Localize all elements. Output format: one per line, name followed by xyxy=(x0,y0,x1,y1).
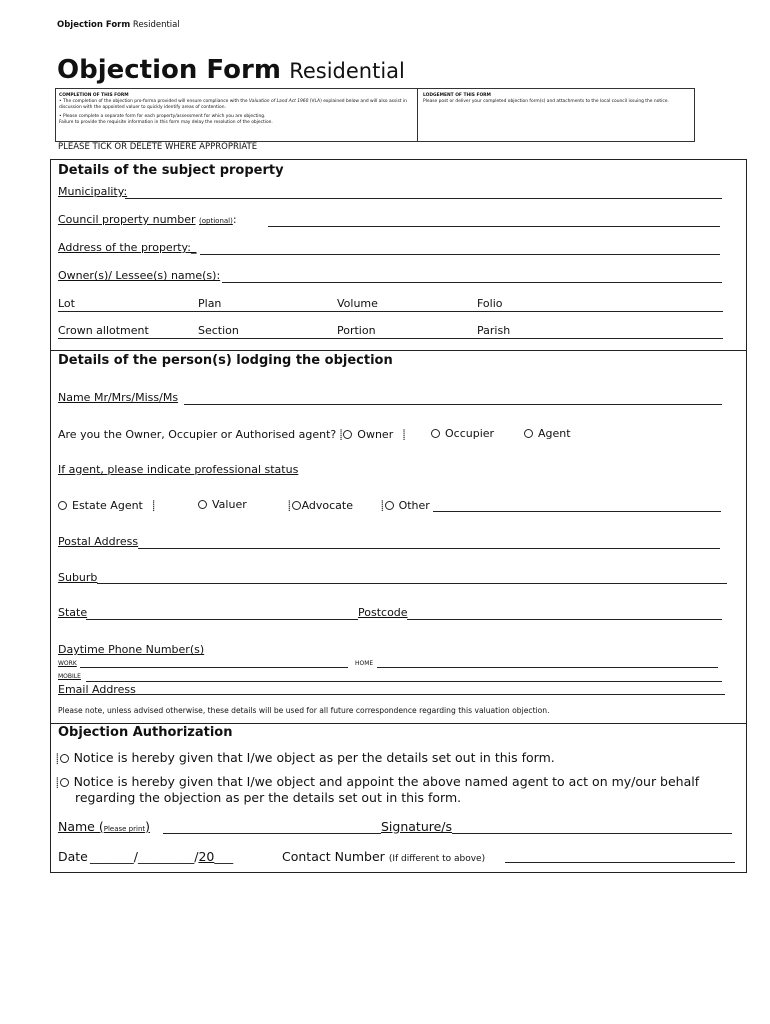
volume-label: Volume xyxy=(337,297,378,310)
role-question: Are you the Owner, Occupier or Authorised agent? ⸽ Owner ⸽ xyxy=(58,428,406,441)
running-title-rest: Residential xyxy=(132,20,180,30)
contact-number-label: Contact Number (If different to above) xyxy=(282,849,486,864)
date-field[interactable]: _______/_________/20___ xyxy=(90,849,234,864)
completion-heading: COMPLETION OF THIS FORM xyxy=(59,93,129,98)
postcode-field[interactable] xyxy=(407,619,722,620)
owner-radio[interactable] xyxy=(343,430,352,439)
estate-agent-option: Estate Agent ⸽ xyxy=(58,498,156,512)
lodgement-text: Please post or deliver your completed objection form(s) and attachments to the local council issuing the notice. xyxy=(423,98,669,104)
state-label: State xyxy=(58,606,88,619)
valuer-option xyxy=(198,498,247,511)
lodgement-heading: LODGEMENT OF THIS FORM xyxy=(423,93,491,98)
owner-label: Owner xyxy=(357,428,394,441)
lot-label: Lot xyxy=(58,297,75,310)
folio-label: Folio xyxy=(477,297,503,310)
work-label: WORK xyxy=(58,660,77,667)
notice-2-continued: regarding the objection as per the details set out in this form. xyxy=(75,790,462,805)
owners-field[interactable] xyxy=(222,282,722,283)
crown-section-portion-parish-field[interactable] xyxy=(58,338,723,339)
agent-option xyxy=(524,427,571,440)
role-question-text: Are you the Owner, Occupier or Authorised agent? xyxy=(58,428,337,441)
email-label: Email Address xyxy=(58,683,136,696)
agent-label: Agent xyxy=(538,427,571,440)
lodgement-info xyxy=(423,93,688,105)
notice-2-checkbox[interactable] xyxy=(60,778,69,787)
other-radio[interactable] xyxy=(385,501,394,510)
suburb-label: Suburb xyxy=(58,571,98,584)
running-header xyxy=(57,20,180,30)
person-section-heading: Details of the person(s) lodging the objection xyxy=(58,353,393,368)
signature-label: Signature/s xyxy=(381,819,453,834)
postcode-label: Postcode xyxy=(358,606,408,619)
notice-1: ⸽ Notice is hereby given that I/we object as per the details set out in this form. xyxy=(56,750,555,765)
email-field[interactable] xyxy=(135,694,725,695)
completion-paragraph-1: • The completion of the objection pro-forma provided will ensure compliance with the Valuation of Land Act 1960 (VLA) explained below and will also assist in discussion with the appointed valuer to quickly identify areas of contention. xyxy=(59,98,407,110)
signature-field[interactable] xyxy=(452,833,732,834)
council-number-field[interactable] xyxy=(268,226,720,227)
mobile-label: MOBILE xyxy=(58,673,81,680)
valuer-radio[interactable] xyxy=(198,500,207,509)
property-section-heading: Details of the subject property xyxy=(58,163,284,178)
name-field[interactable] xyxy=(184,404,722,405)
advocate-option: ⸽ Advocate xyxy=(288,499,354,512)
crown-allotment-label: Crown allotment xyxy=(58,324,149,337)
mobile-phone-field[interactable] xyxy=(86,681,722,682)
notice-2: ⸽ Notice is hereby given that I/we object and appoint the above named agent to act on my/our behalf xyxy=(56,774,700,789)
correspondence-note: Please note, unless advised otherwise, these details will be used for all future correspondence regarding this valuation objection. xyxy=(58,706,550,715)
postal-address-field[interactable] xyxy=(138,548,720,549)
estate-agent-label: Estate Agent xyxy=(72,499,143,512)
plan-label: Plan xyxy=(198,297,222,310)
state-field[interactable] xyxy=(86,619,358,620)
section-divider-1 xyxy=(50,350,747,351)
work-phone-field[interactable] xyxy=(80,667,348,668)
advocate-label: Advocate xyxy=(301,499,354,512)
other-field[interactable] xyxy=(433,511,721,512)
authorization-heading: Objection Authorization xyxy=(58,725,233,740)
municipality-label: Municipality: xyxy=(58,185,128,198)
notice-1-text: Notice is hereby given that I/we object as per the details set out in this form. xyxy=(73,750,555,765)
agent-status-label: If agent, please indicate professional status xyxy=(58,463,299,476)
lot-plan-volume-folio-field[interactable] xyxy=(58,311,723,312)
address-field[interactable] xyxy=(200,254,720,255)
occupier-radio[interactable] xyxy=(431,429,440,438)
municipality-field[interactable] xyxy=(125,198,722,199)
agent-radio[interactable] xyxy=(524,429,533,438)
page-title xyxy=(57,54,405,87)
other-option: ⸽ Other xyxy=(381,499,430,512)
owners-label: Owner(s)/ Lessee(s) name(s): xyxy=(58,269,221,282)
section-label: Section xyxy=(198,324,239,337)
notice-2-text: Notice is hereby given that I/we object and appoint the above named agent to act on my/our behalf xyxy=(73,774,700,789)
completion-info xyxy=(59,93,411,126)
completion-paragraph-2: • Please complete a separate form for each property/assessment for which you are objecting. xyxy=(59,114,266,120)
title-rest: Residential xyxy=(289,59,405,83)
info-box xyxy=(55,88,695,142)
advocate-radio[interactable] xyxy=(292,501,301,510)
print-name-field[interactable] xyxy=(163,833,381,834)
council-number-label: Council property number (optional): xyxy=(58,213,237,226)
tick-instruction: PLEASE TICK OR DELETE WHERE APPROPRIATE xyxy=(58,142,258,152)
section-divider-2 xyxy=(50,723,747,724)
completion-paragraph-3: Failure to provide the requisite information in this form may delay the resolution of the objection. xyxy=(59,120,273,126)
occupier-label: Occupier xyxy=(445,427,495,440)
title-bold: Objection Form xyxy=(57,55,281,85)
other-label: Other xyxy=(398,499,430,512)
portion-label: Portion xyxy=(337,324,376,337)
phone-label: Daytime Phone Number(s) xyxy=(58,643,205,656)
info-divider xyxy=(417,89,418,141)
running-title-bold: Objection Form xyxy=(57,20,131,30)
address-label: Address of the property:_ xyxy=(58,241,197,254)
home-phone-field[interactable] xyxy=(377,667,718,668)
valuer-label: Valuer xyxy=(212,498,247,511)
date-label: Date xyxy=(58,849,88,864)
parish-label: Parish xyxy=(477,324,511,337)
contact-number-field[interactable] xyxy=(505,862,735,863)
name-title-label: Name Mr/Mrs/Miss/Ms xyxy=(58,391,179,404)
notice-1-checkbox[interactable] xyxy=(60,754,69,763)
home-label: HOME xyxy=(355,660,374,667)
estate-agent-radio[interactable] xyxy=(58,501,67,510)
postal-address-label: Postal Address xyxy=(58,535,139,548)
form-box xyxy=(50,159,747,873)
suburb-field[interactable] xyxy=(97,583,727,584)
occupier-option xyxy=(431,427,494,440)
print-name-label: Name (Please print) xyxy=(58,819,151,834)
